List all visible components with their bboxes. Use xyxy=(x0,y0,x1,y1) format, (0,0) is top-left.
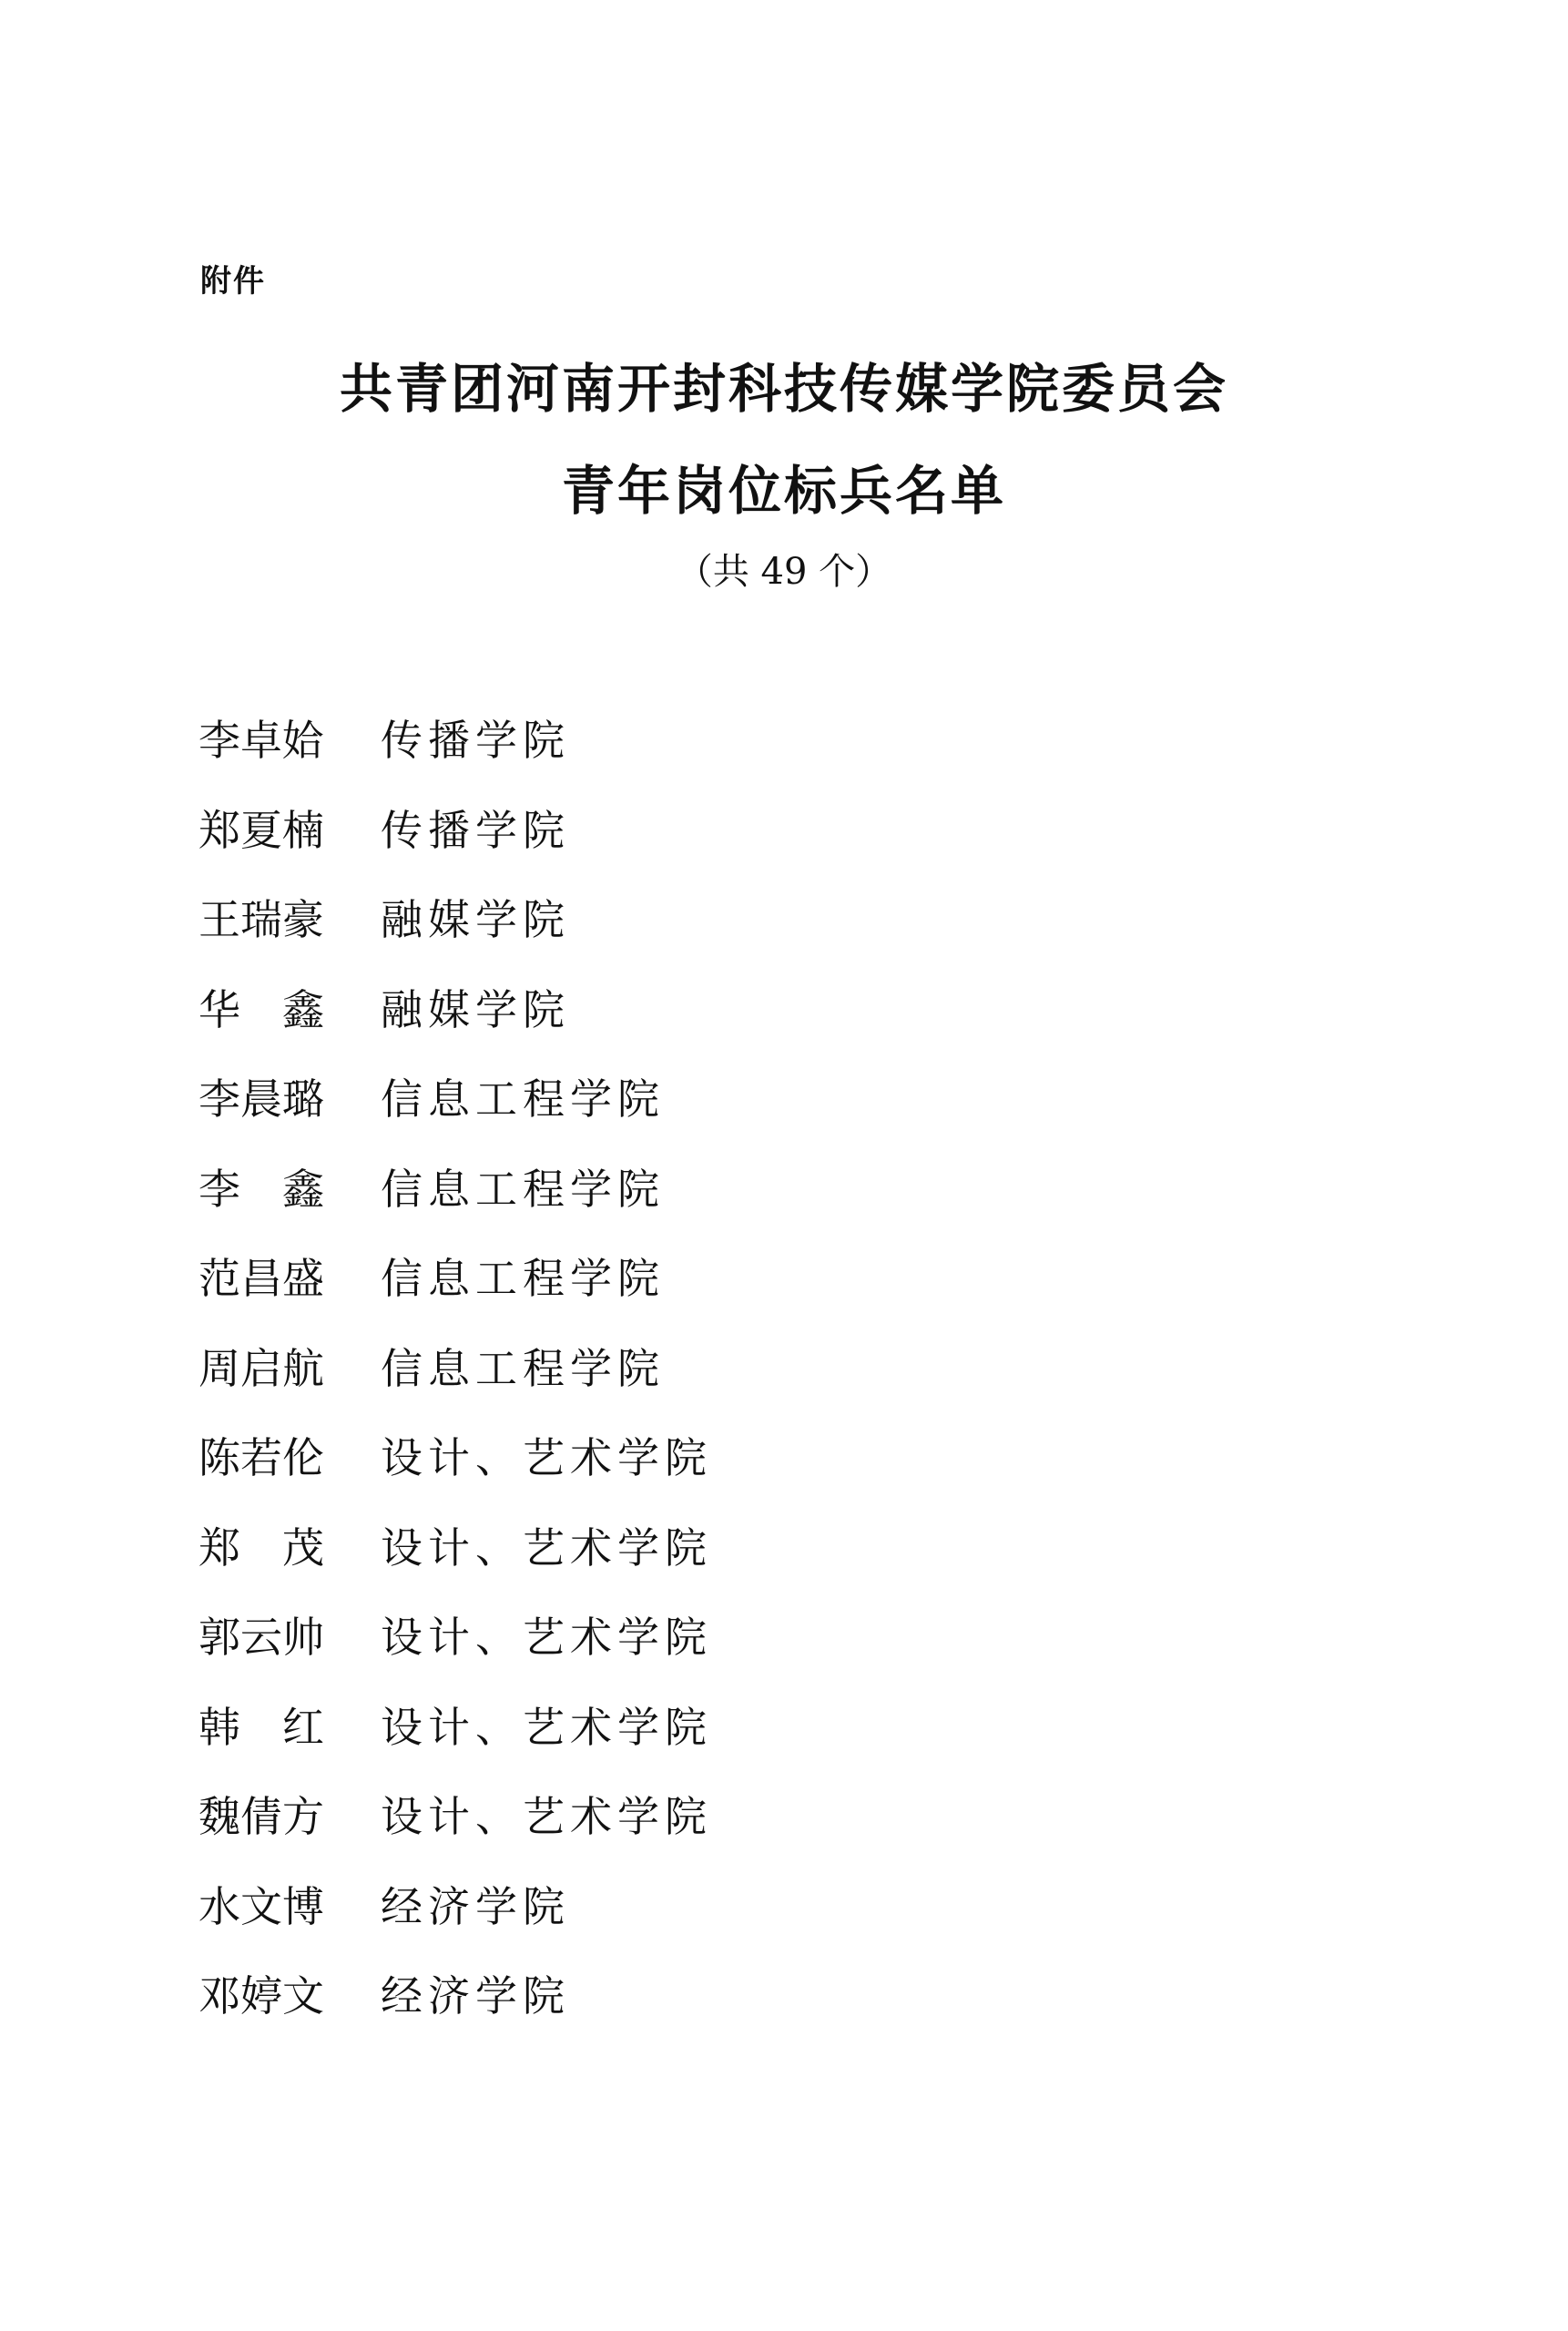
person-name: 李卓姶 xyxy=(199,716,324,765)
person-department: 信息工程学院 xyxy=(381,1343,665,1393)
person-department: 融媒学院 xyxy=(381,984,570,1034)
person-name: 郑 茂 xyxy=(199,1522,324,1573)
person-name: 李晨璐 xyxy=(199,1074,324,1124)
roster-row xyxy=(199,895,1382,989)
person-name: 周启航 xyxy=(199,1343,324,1393)
count-note: （共 49 个） xyxy=(676,551,892,593)
person-name: 华 鑫 xyxy=(199,984,324,1034)
person-department: 传播学院 xyxy=(381,805,570,855)
person-department: 经济学院 xyxy=(381,1881,570,1931)
person-name: 郭云帅 xyxy=(199,1613,324,1662)
person-department: 信息工程学院 xyxy=(381,1254,665,1303)
roster-row xyxy=(199,984,1382,1079)
person-department: 传播学院 xyxy=(381,716,570,765)
roster-row xyxy=(199,1433,1382,1527)
roster-row xyxy=(199,1074,1382,1168)
person-name: 郑夏楠 xyxy=(199,805,324,855)
roster-list xyxy=(199,716,1382,2065)
person-name: 陈若伦 xyxy=(199,1433,324,1482)
person-department: 设计、艺术学院 xyxy=(381,1792,712,1841)
person-department: 经济学院 xyxy=(381,1971,570,2021)
roster-row xyxy=(199,1343,1382,1438)
roster-row xyxy=(199,1702,1382,1797)
attachment-label: 附件 xyxy=(200,263,266,300)
person-name: 水文博 xyxy=(199,1881,324,1931)
person-department: 设计、艺术学院 xyxy=(381,1613,712,1662)
person-name: 邓婷文 xyxy=(199,1971,324,2021)
person-name: 李 鑫 xyxy=(199,1164,324,1214)
roster-row xyxy=(199,716,1382,809)
roster-row xyxy=(199,1971,1382,2065)
document-title-line2: 青年岗位标兵名单 xyxy=(561,460,1006,522)
person-department: 信息工程学院 xyxy=(381,1074,665,1124)
roster-row xyxy=(199,1522,1382,1617)
person-department: 设计、艺术学院 xyxy=(381,1522,712,1573)
roster-row xyxy=(199,1881,1382,1976)
person-name: 王瑞豪 xyxy=(199,895,324,944)
person-name: 范昌盛 xyxy=(199,1254,324,1303)
person-name: 魏倩方 xyxy=(199,1792,324,1841)
person-department: 设计、艺术学院 xyxy=(381,1702,712,1752)
roster-row xyxy=(199,1254,1382,1348)
document-title-line1: 共青团河南开封科技传媒学院委员会 xyxy=(339,358,1228,420)
person-department: 信息工程学院 xyxy=(381,1164,665,1214)
person-name: 韩 红 xyxy=(199,1702,324,1752)
person-department: 融媒学院 xyxy=(381,895,570,944)
roster-row xyxy=(199,805,1382,900)
person-department: 设计、艺术学院 xyxy=(381,1433,712,1482)
roster-row xyxy=(199,1164,1382,1258)
roster-row xyxy=(199,1792,1382,1886)
roster-row xyxy=(199,1613,1382,1706)
